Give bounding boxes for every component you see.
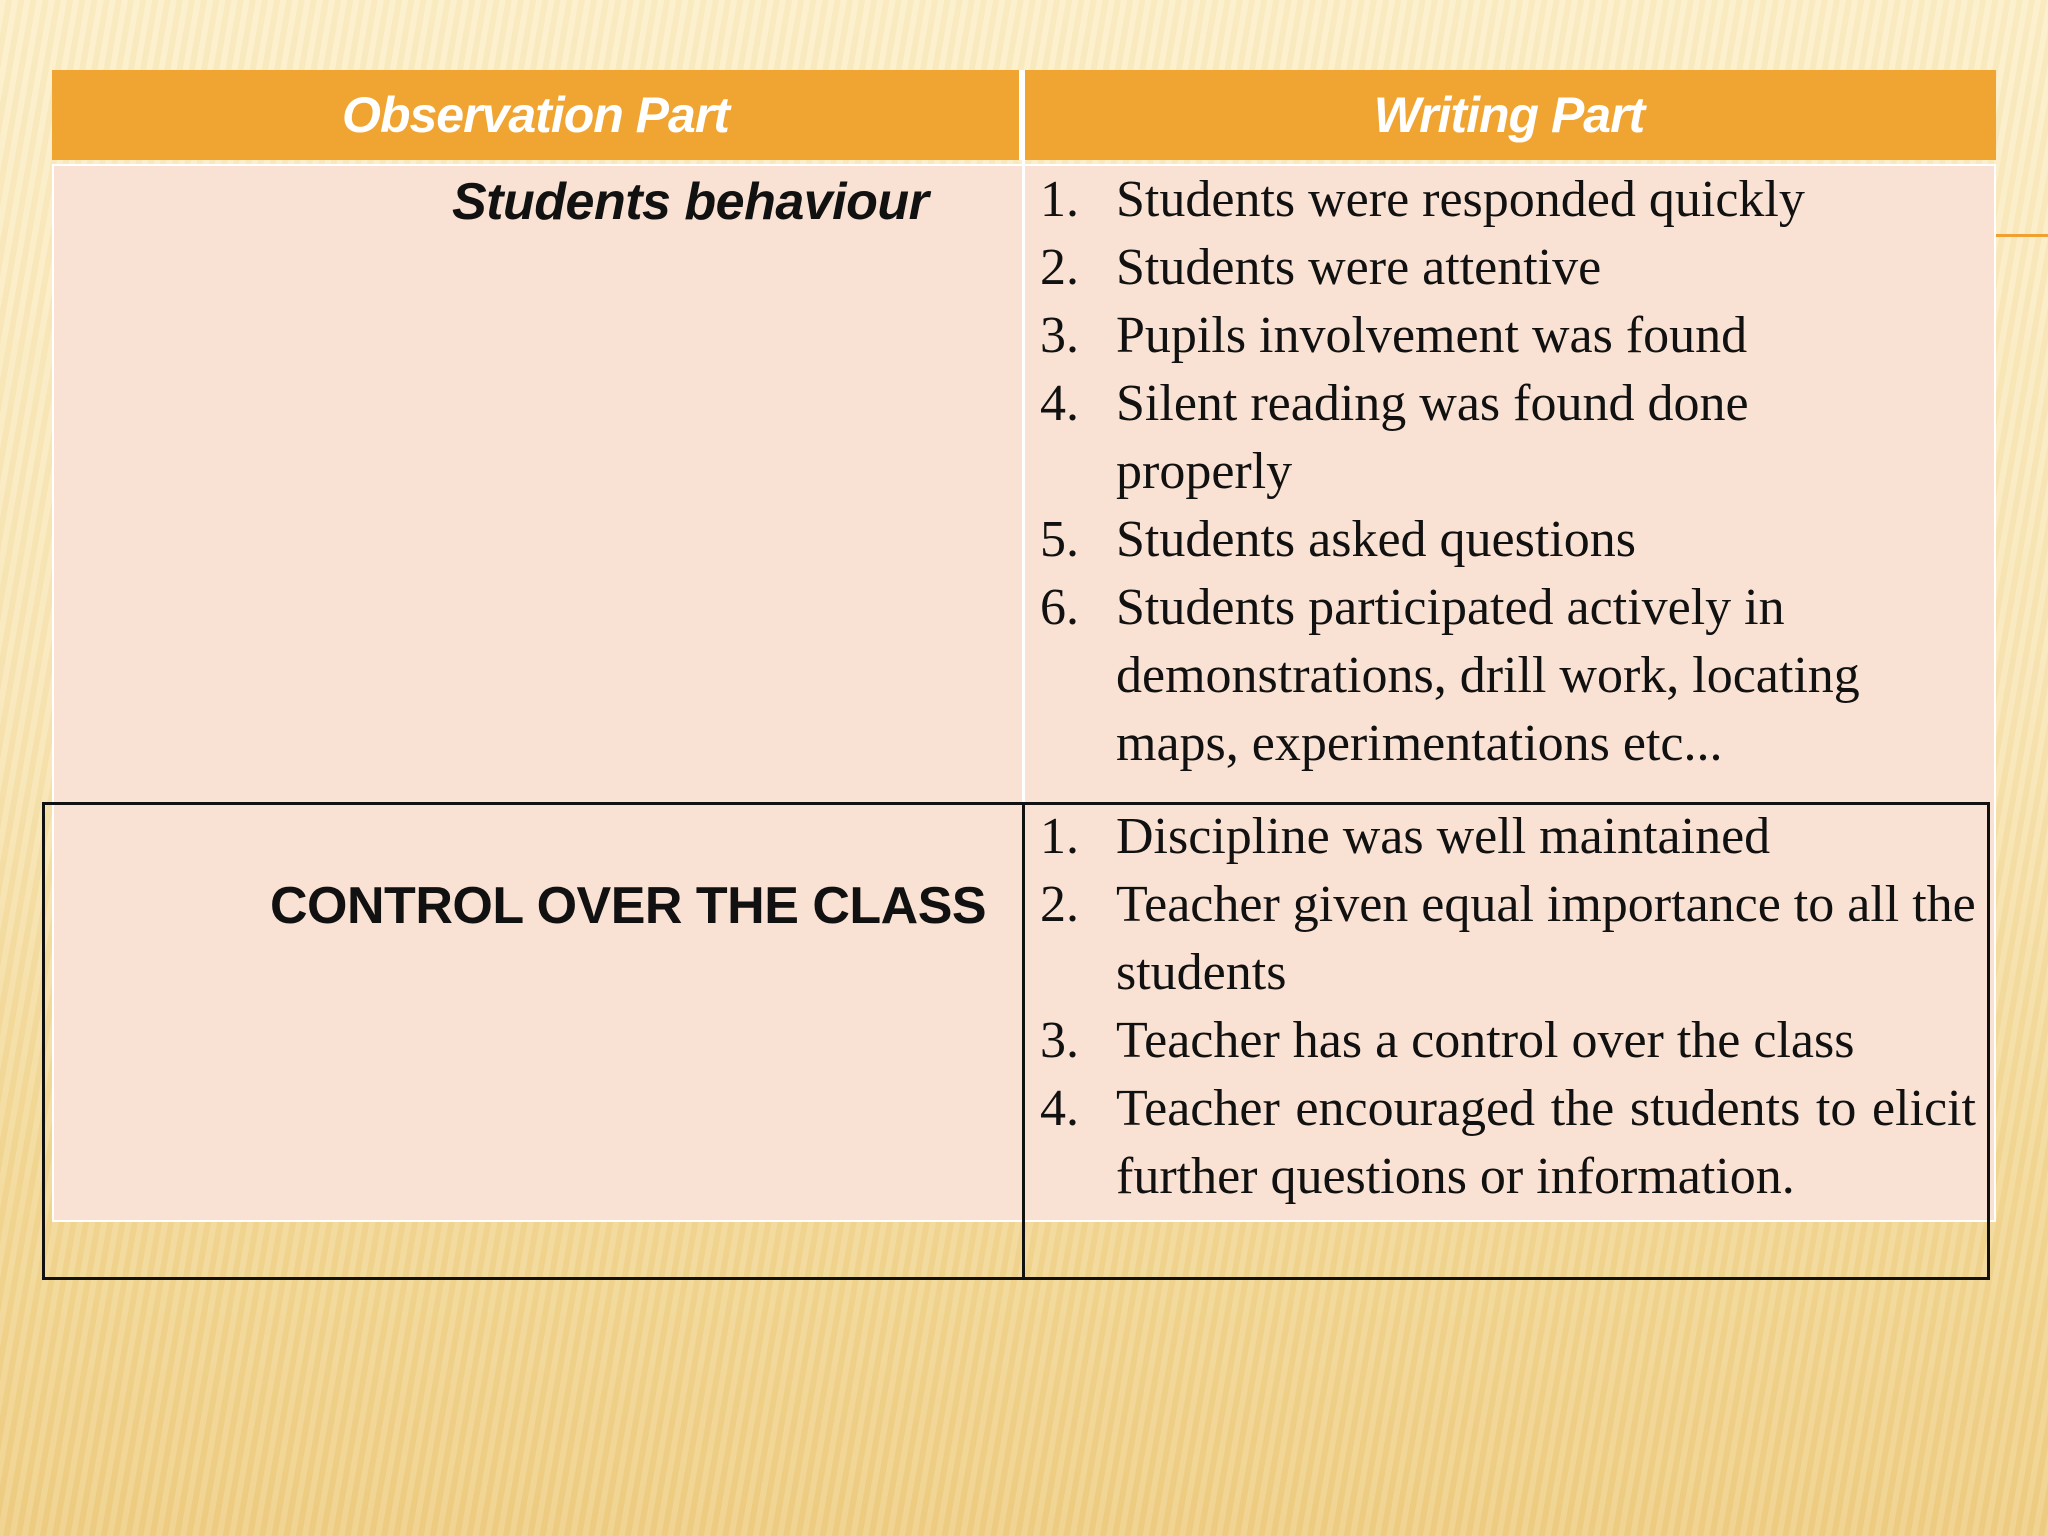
header-observation-part: Observation Part bbox=[52, 70, 1022, 160]
list-item: 1. Students were responded quickly bbox=[1040, 171, 1805, 228]
list-item: 2. Students were attentive bbox=[1040, 239, 1602, 296]
list-item: 3. Teacher has a control over the class bbox=[1040, 1012, 1855, 1069]
accent-line bbox=[1996, 234, 2048, 237]
row-label-students-behaviour: Students behaviour bbox=[452, 173, 929, 231]
list-item: 4. Silent reading was found done properly bbox=[1040, 375, 1749, 500]
list-item: 4. Teacher encouraged the students to elicit further questions or information. bbox=[1040, 1080, 1976, 1205]
list-item: 1. Discipline was well maintained bbox=[1040, 808, 1771, 865]
header-writing-part: Writing Part bbox=[1022, 70, 1996, 160]
list-item: 5. Students asked questions bbox=[1040, 511, 1636, 568]
control-row-divider bbox=[1022, 802, 1025, 1280]
list-item: 3. Pupils involvement was found bbox=[1040, 307, 1748, 364]
control-over-class-list bbox=[1040, 803, 1976, 1211]
row-label-control-over-class: CONTROL OVER THE CLASS bbox=[270, 877, 987, 935]
list-item: 2. Teacher given equal importance to all the students bbox=[1040, 876, 1976, 1001]
list-item: 6. Students participated actively in demonstrations, drill work, locating maps, experimentations etc... bbox=[1040, 579, 1860, 772]
students-behaviour-list bbox=[1040, 166, 1976, 778]
